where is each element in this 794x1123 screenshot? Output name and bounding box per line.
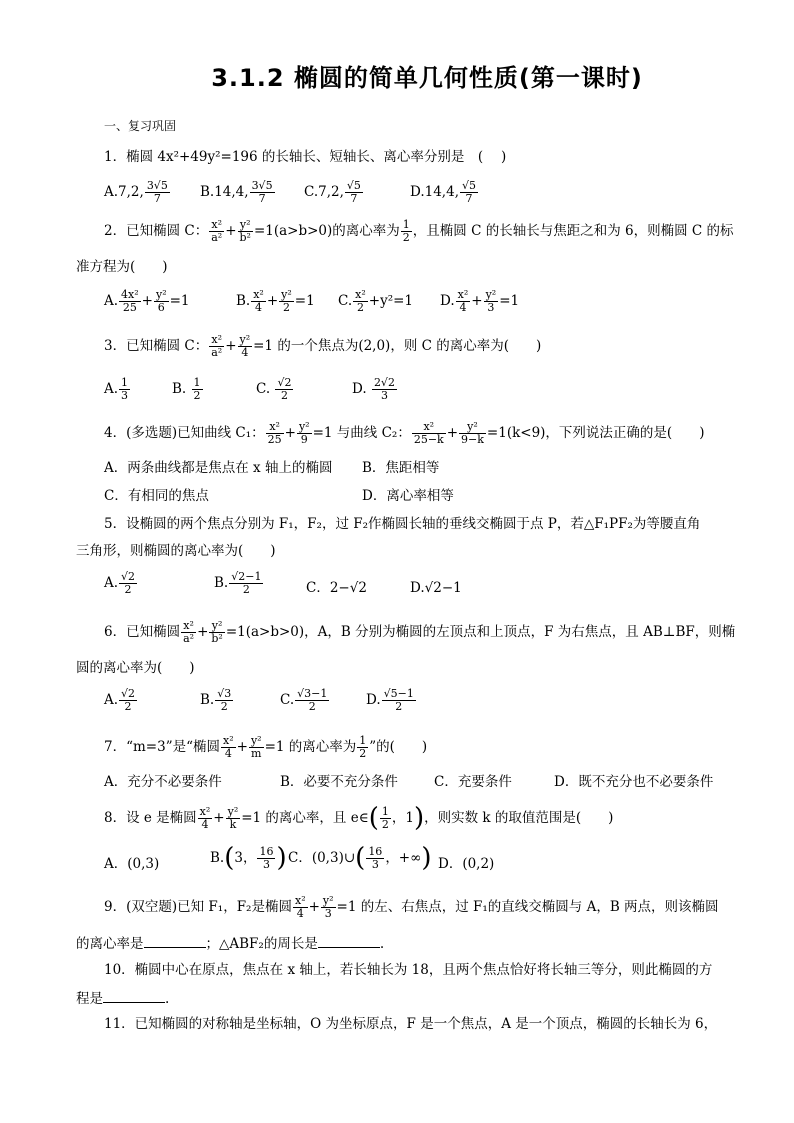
q4-option-b: B．焦距相等 [362, 460, 440, 476]
q4-option-a: A．两条曲线都是焦点在 x 轴上的椭圆 [104, 460, 333, 476]
q6-option-b: B. $\frac{√3}{2}$ [200, 687, 232, 714]
q5-option-a: A. $\frac{√2}{2}$ [104, 570, 136, 597]
q10-stem-line2: 程是 . [76, 991, 170, 1007]
q3-option-c: C. $\frac{√2}{2}$ [256, 376, 292, 403]
q8-option-a: A．(0,3) [104, 856, 160, 872]
q5-option-d: D.√2−1 [410, 580, 462, 596]
q10-stem: 10．椭圆中心在原点，焦点在 x 轴上，若长轴长为 18，且两个焦点恰好将长轴三等分，则此椭圆的方 [104, 962, 713, 978]
page-title: 3.1.2 椭圆的简单几何性质(第一课时) [211, 64, 643, 92]
q5-stem: 5．设椭圆的两个焦点分别为 F₁，F₂，过 F₂作椭圆长轴的垂线交椭圆于点 P，若△F₁PF₂为等腰直角 [104, 516, 701, 532]
q1-option-b: B.14,4, $\frac{3√5}{7}$ [200, 179, 273, 206]
q3-option-b: B. $\frac{1}{2}$ [172, 376, 201, 403]
q5-option-c: C．2−√2 [306, 580, 367, 596]
q7-option-b: B．必要不充分条件 [280, 774, 398, 790]
q7-option-c: C．充要条件 [434, 774, 512, 790]
q9-blank-1[interactable] [144, 936, 206, 948]
q2-option-d: D. $\frac{\text{x²}}{4}$ + $\frac{\text{y²}}{3}$ =1 [440, 288, 520, 315]
q7-stem: 7．“m=3”是“椭圆 $\frac{\text{x²}}{4}$ + $\frac{\text{y²}}{m}$ =1 的离心率为 $\frac{1}{2}$ ”的( ) [104, 734, 428, 761]
q6-stem-line2: 圆的离心率为( ) [76, 660, 195, 676]
q2-stem-line2: 准方程为( ) [76, 259, 168, 275]
q1-option-a: A.7,2, $\frac{3√5}{7}$ [104, 179, 168, 206]
q8-stem: 8．设 e 是椭圆 $\frac{\text{x²}}{4}$ + $\frac{\text{y²}}{k}$ =1 的离心率，且 e∈( $\frac{1}{2}$ ，1)，则实数 k 的取值范围是( ) [104, 803, 614, 834]
q2-option-a: A. $\frac{\text{4x²}}{25}$ + $\frac{\text{y²}}{6}$ =1 [104, 288, 190, 315]
q3-option-a: A. $\frac{1}{3}$ [104, 376, 129, 403]
q9-stem: 9．(双空题)已知 F₁，F₂是椭圆 $\frac{\text{x²}}{4}$ + $\frac{\text{y²}}{3}$ =1 的左、右焦点，过 F₁的直线交椭圆与 A，B 两点，则该椭圆 [104, 894, 719, 921]
q7-option-d: D．既不充分也不必要条件 [554, 774, 714, 790]
q8-option-d: D．(0,2) [438, 856, 495, 872]
q6-option-d: D. $\frac{√5-1}{2}$ [366, 687, 414, 714]
q9-blank-2[interactable] [318, 936, 380, 948]
q5-stem-line2: 三角形，则椭圆的离心率为( ) [76, 543, 276, 559]
q2-stem: 2．已知椭圆 C： $\frac{\text{x²}}{\text{a²}}$ + $\frac{\text{y²}}{\text{b²}}$ =1(a>b>0)的离心率为 $\frac{1}{2}$ ，且椭圆 C 的长轴长与焦距之和为 6，则椭圆 C 的标 [104, 218, 734, 245]
q8-option-c: C．(0,3)∪( $\frac{16}{3}$ ，+∞) [288, 843, 432, 874]
q2-option-c: C. $\frac{\text{x²}}{2}$ +y²=1 [338, 288, 414, 315]
q8-option-b: B.(3， $\frac{16}{3}$ ) [210, 843, 287, 874]
q7-option-a: A．充分不必要条件 [104, 774, 222, 790]
q6-stem: 6．已知椭圆 $\frac{\text{x²}}{\text{a²}}$ + $\frac{\text{y²}}{\text{b²}}$ =1(a>b>0)，A，B 分别为椭圆的左顶点和上顶点，F 为右焦点，且 AB⊥BF，则椭 [104, 619, 736, 646]
section-heading: 一、复习巩固 [104, 119, 177, 133]
q5-option-b: B. $\frac{√2-1}{2}$ [214, 570, 262, 597]
q2-option-b: B. $\frac{\text{x²}}{4}$ + $\frac{\text{y²}}{2}$ =1 [236, 288, 315, 315]
q10-blank[interactable] [103, 991, 165, 1003]
q1-stem: 1．椭圆 4x²+49y²=196 的长轴长、短轴长、离心率分别是 ( ) [104, 149, 507, 165]
q3-option-d: D. $\frac{2√2}{3}$ [352, 376, 395, 403]
q4-stem: 4．(多选题)已知曲线 C₁： $\frac{\text{x²}}{25}$ + $\frac{\text{y²}}{9}$ =1 与曲线 C₂： $\frac{\text{x²}}{25-k}$ + $\frac{\text{y²}}{9-k}$ =1(k<9)，下列说法正确的是( ) [104, 420, 705, 447]
q6-option-c: C. $\frac{√3-1}{2}$ [280, 687, 328, 714]
q4-option-c: C．有相同的焦点 [104, 488, 209, 504]
q4-option-d: D．离心率相等 [362, 488, 454, 504]
q1-option-d: D.14,4, $\frac{√5}{7}$ [410, 179, 476, 206]
q6-option-a: A. $\frac{√2}{2}$ [104, 687, 136, 714]
q9-stem-line2: 的离心率是 ；△ABF₂的周长是 . [76, 936, 385, 952]
q11-stem: 11．已知椭圆的对称轴是坐标轴，O 为坐标原点，F 是一个焦点，A 是一个顶点，椭圆的长轴长为 6， [104, 1016, 718, 1032]
q1-option-c: C.7,2, $\frac{√5}{7}$ [304, 179, 361, 206]
q3-stem: 3．已知椭圆 C： $\frac{\text{x²}}{\text{a²}}$ + $\frac{\text{y²}}{4}$ =1 的一个焦点为(2,0)，则 C 的离心率为( ) [104, 333, 542, 360]
